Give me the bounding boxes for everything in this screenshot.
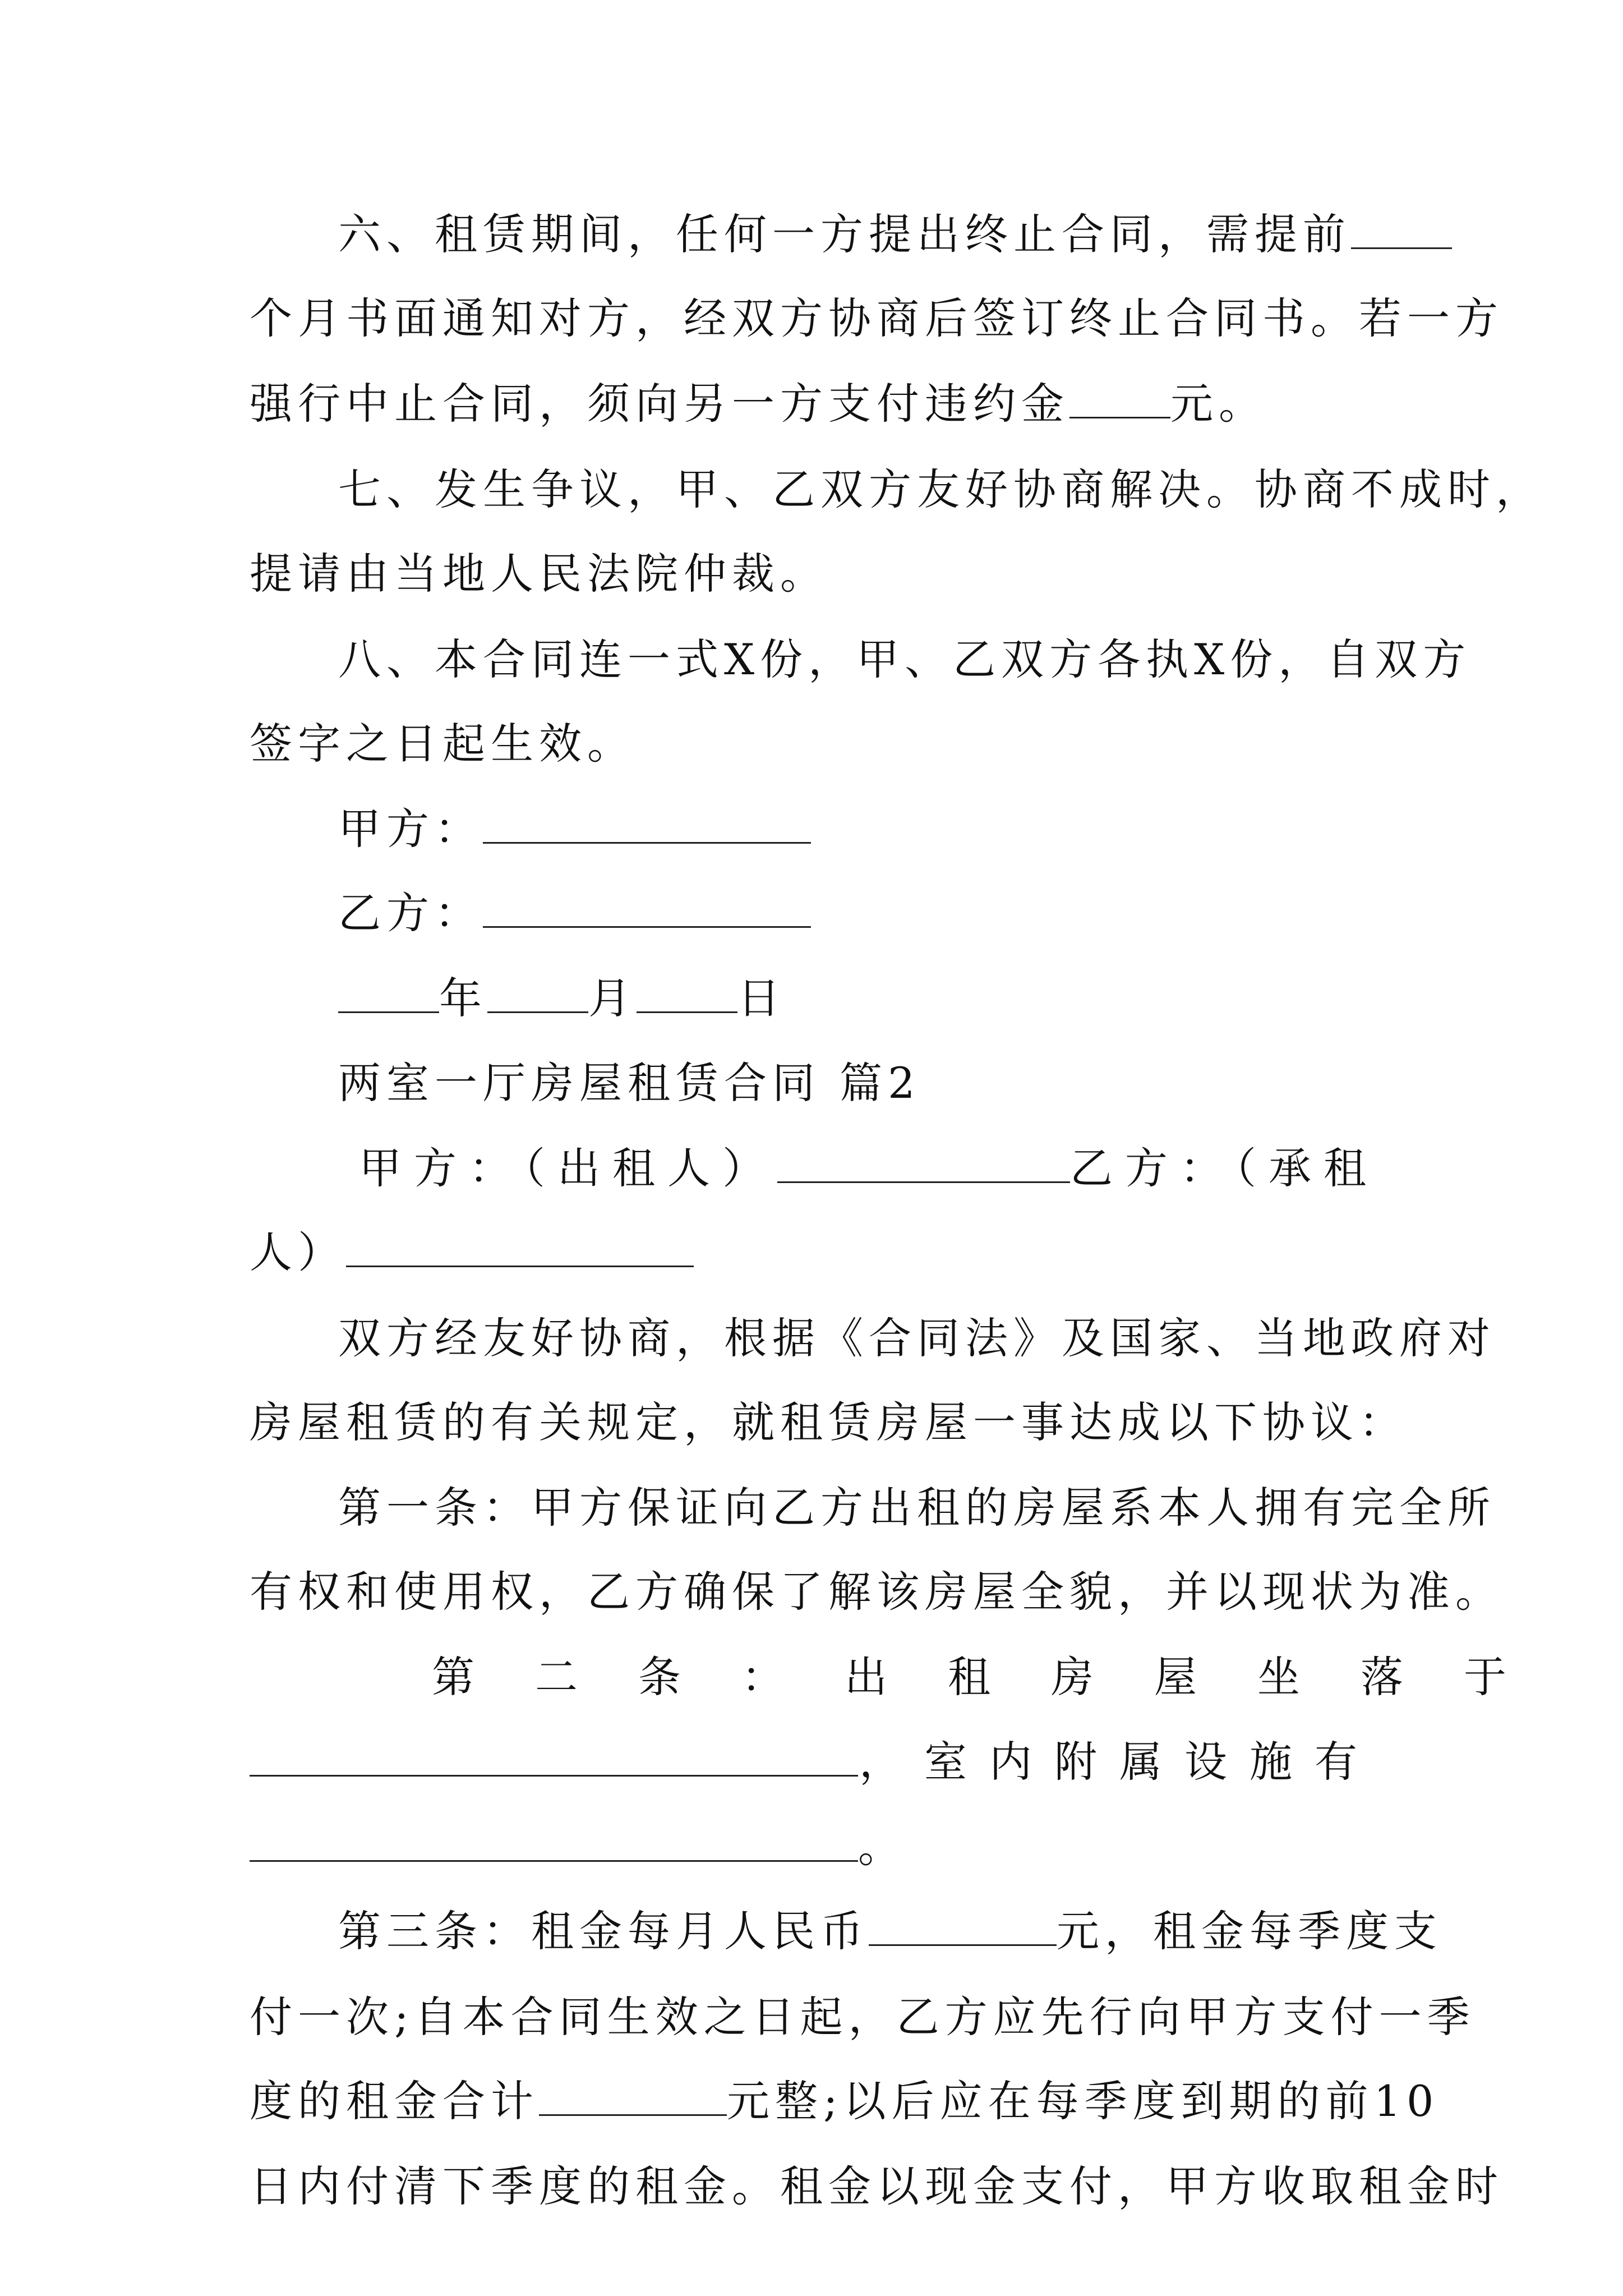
notice-months-blank <box>1351 211 1452 249</box>
clause-7-line-2: 提请由当地人民法院仲裁。 <box>250 549 828 599</box>
clause-6-line-1 <box>338 208 1452 261</box>
party-a-signature-blank <box>483 806 811 844</box>
party-a-signature <box>338 802 811 856</box>
penalty-amount-blank <box>1069 381 1170 418</box>
year-label: 年 <box>439 973 487 1023</box>
facilities-label: ，室内附属设施有 <box>859 1737 1380 1787</box>
parties-line-2 <box>250 1226 694 1280</box>
preamble-line-1: 双方经友好协商，根据《合同法》及国家、当地政府对 <box>338 1313 1496 1363</box>
clause-8-line-1: 八、本合同连一式X份，甲、乙双方各执X份，自双方 <box>338 634 1472 684</box>
lessor-blank <box>777 1145 1070 1183</box>
facilities-blank <box>250 1824 858 1862</box>
property-location-blank <box>250 1739 858 1777</box>
quarter-rent-unit: 元整;以后应在每季度到期的前10 <box>727 2076 1440 2126</box>
parties-line-1 <box>359 1142 1378 1195</box>
clause-6-text: 六、租赁期间，任何一方提出终止合同，需提前 <box>338 209 1351 259</box>
monthly-rent-unit: 元，租金每季度支 <box>1057 1906 1442 1956</box>
year-blank <box>338 976 439 1013</box>
clause-6-line-2: 个月书面通知对方，经双方协商后签订终止合同书。若一方 <box>250 293 1504 343</box>
article-2-line-1: 第二条：出租房屋坐落于 <box>432 1652 1567 1702</box>
quarter-rent-blank <box>539 2078 727 2116</box>
article-3-line-2: 付一次;自本合同生效之日起，乙方应先行向甲方支付一季 <box>250 1992 1476 2042</box>
clause-6-line-3 <box>250 377 1267 431</box>
day-label: 日 <box>737 973 786 1023</box>
article-1-line-1: 第一条：甲方保证向乙方出租的房屋系本人拥有完全所 <box>338 1483 1496 1533</box>
lessee-label: 乙方：（承租 <box>1070 1143 1378 1193</box>
lessee-label-end: 人） <box>250 1227 346 1277</box>
preamble-line-2: 房屋租赁的有关规定，就租赁房屋一事达成以下协议： <box>250 1397 1407 1447</box>
signing-date <box>338 972 786 1025</box>
lessee-blank <box>346 1230 694 1267</box>
article-2-line-2 <box>250 1735 1380 1789</box>
clause-7-line-1: 七、发生争议，甲、乙双方友好协商解决。协商不成时， <box>338 464 1544 514</box>
party-a-label: 甲方： <box>338 804 483 854</box>
day-blank <box>637 976 737 1013</box>
monthly-rent-label: 第三条：租金每月人民币 <box>338 1906 869 1956</box>
article-3-line-4: 日内付清下季度的租金。租金以现金支付，甲方收取租金时 <box>250 2161 1504 2211</box>
article-1-line-2: 有权和使用权，乙方确保了解该房屋全貌，并以现状为准。 <box>250 1567 1504 1617</box>
penalty-text: 强行中止合同，须向另一方支付违约金 <box>250 379 1069 429</box>
monthly-rent-blank <box>869 1908 1057 1946</box>
party-b-signature-blank <box>483 890 811 928</box>
article-3-line-1 <box>338 1904 1442 1958</box>
penalty-unit: 元。 <box>1170 379 1267 429</box>
article-2-line-3 <box>250 1820 906 1874</box>
lessor-label: 甲方：（出租人） <box>359 1143 777 1193</box>
article-3-line-3 <box>250 2074 1439 2128</box>
section-title: 两室一厅房屋租赁合同 篇2 <box>338 1058 921 1108</box>
month-blank <box>487 976 588 1013</box>
quarter-rent-label: 度的租金合计 <box>250 2076 539 2126</box>
month-label: 月 <box>588 973 637 1023</box>
facilities-end: 。 <box>858 1822 906 1872</box>
clause-8-line-2: 签字之日起生效。 <box>250 719 635 769</box>
party-b-signature <box>338 886 811 940</box>
party-b-label: 乙方： <box>338 888 483 938</box>
